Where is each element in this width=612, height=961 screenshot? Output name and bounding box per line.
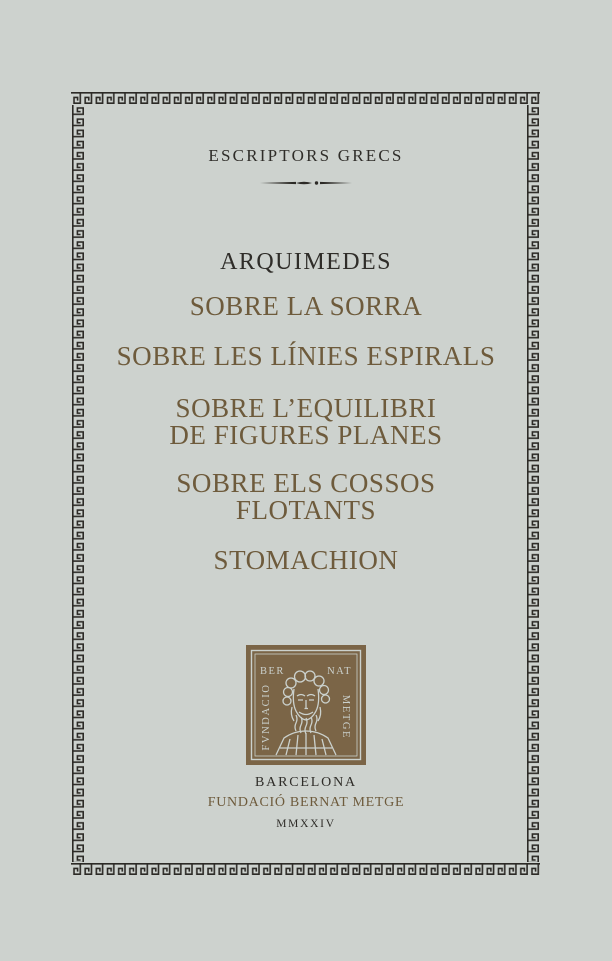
logo-text-nat: NAT	[327, 666, 352, 677]
work-title: SOBRE LES LÍNIES ESPIRALS	[116, 341, 496, 371]
work-title: SOBRE L’EQUILIBRI	[175, 393, 437, 423]
logo-text-fundacio: FVNDACIO	[261, 683, 272, 751]
logo-text-ber: BER	[260, 666, 285, 677]
publisher-logo	[246, 645, 366, 765]
author-name: ARQUIMEDES	[220, 249, 392, 275]
series-title: ESCRIPTORS GRECS	[208, 146, 404, 165]
work-title: SOBRE LA SORRA	[189, 291, 423, 321]
work-title: SOBRE ELS COSSOS	[176, 468, 436, 498]
work-title: STOMACHION	[213, 545, 399, 575]
work-title-line2: DE FIGURES PLANES	[169, 420, 443, 450]
publication-year: MMXXIV	[276, 818, 336, 830]
logo-text-metge: METGE	[340, 694, 351, 740]
work-title-line2: FLOTANTS	[235, 495, 377, 525]
divider-ornament-icon	[258, 177, 354, 189]
publisher-name: FUNDACIÓ BERNAT METGE	[207, 795, 405, 810]
publisher-city: BARCELONA	[255, 775, 357, 790]
